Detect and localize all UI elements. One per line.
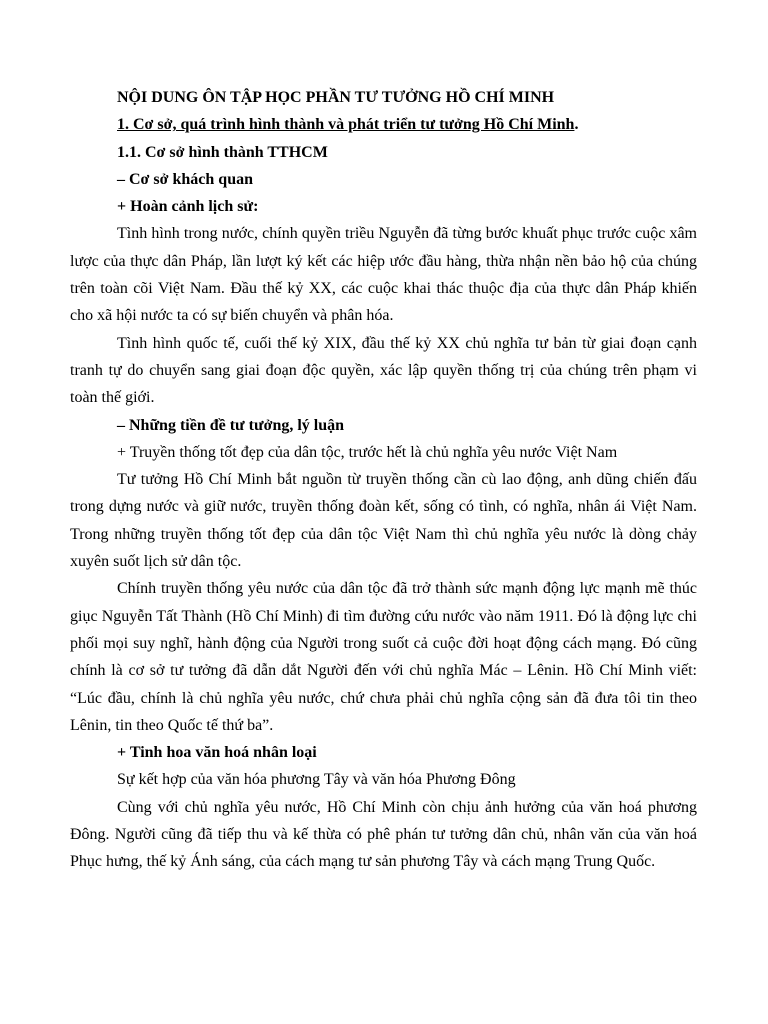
document-title: NỘI DUNG ÔN TẬP HỌC PHẦN TƯ TƯỞNG HỒ CHÍ MINH [117, 89, 555, 106]
east-west-culture-line: Sự kết hợp của văn hóa phương Tây và văn hóa Phương Đông [117, 771, 516, 789]
human-culture-heading: + Tinh hoa văn hoá nhân loại [117, 744, 317, 762]
paragraph-patriotism: Chính truyền thống yêu nước của dân tộc đã trở thành sức mạnh động lực mạnh mẽ thúc giục Nguyễn Tất Thành (Hồ Chí Minh) đi tìm đường cứu nước vào năm 1911. Đó là động lực chi phối mọi suy nghĩ, hành động của Người trong suốt cả cuộc đời hoạt động cách mạng. Đó cũng chính là cơ sở tư tưởng đã dẫn dắt Người đến với chủ nghĩa Mác – Lênin. Hồ Chí Minh viết: “Lúc đầu, chính là chủ nghĩa yêu nước, chứ chưa phải chủ nghĩa cộng sản đã đưa tôi tin theo Lênin, tin theo Quốc tế thứ ba”. [70, 580, 697, 734]
subsection-1-1-heading: 1.1. Cơ sở hình thành TTHCM [117, 143, 328, 161]
paragraph-domestic-situation: Tình hình trong nước, chính quyền triều Nguyễn đã từng bước khuất phục trước cuộc xâm lược của thực dân Pháp, lần lượt ký kết các hiệp ước đầu hàng, thừa nhận nền bảo hộ của chúng trên toàn cõi Việt Nam. Đầu thế kỷ XX, các cuộc khai thác thuộc địa của thực dân Pháp khiến cho xã hội nước ta có sự biến chuyển và phân hóa. [70, 225, 697, 325]
objective-basis-heading: – Cơ sở khách quan [117, 170, 253, 188]
paragraph-international-situation: Tình hình quốc tế, cuối thế kỷ XIX, đầu thế kỷ XX chủ nghĩa tư bản từ giai đoạn cạnh tranh tự do chuyển sang giai đoạn độc quyền, xác lập quyền thống trị của chúng trên phạm vi toàn thế giới. [70, 334, 697, 407]
section-1-heading-period: . [574, 116, 579, 134]
national-tradition-heading: + Truyền thống tốt đẹp của dân tộc, trước hết là chủ nghĩa yêu nước Việt Nam [117, 443, 618, 461]
historical-context-heading: + Hoàn cảnh lịch sử: [117, 198, 259, 216]
section-1-heading [70, 111, 697, 138]
paragraph-tradition: Tư tưởng Hồ Chí Minh bắt nguồn từ truyền thống cần cù lao động, anh dũng chiến đấu trong dựng nước và giữ nước, truyền thống đoàn kết, sống có tình, có nghĩa, nhân ái Việt Nam. Trong những truyền thống tốt đẹp của dân tộc Việt Nam thì chủ nghĩa yêu nước là dòng chảy xuyên suốt lịch sử dân tộc. [70, 471, 697, 571]
document-body [70, 84, 697, 876]
ideological-premises-heading: – Những tiền đề tư tưởng, lý luận [117, 416, 345, 434]
paragraph-culture: Cùng với chủ nghĩa yêu nước, Hồ Chí Minh còn chịu ảnh hưởng của văn hoá phương Đông. Người cũng đã tiếp thu và kế thừa có phê phán tư tưởng dân chủ, nhân văn của văn hoá Phục hưng, thế kỷ Ánh sáng, của cách mạng tư sản phương Tây và cách mạng Trung Quốc. [70, 798, 697, 871]
section-1-heading-text: 1. Cơ sở, quá trình hình thành và phát triển tư tưởng Hồ Chí Minh [117, 116, 575, 134]
